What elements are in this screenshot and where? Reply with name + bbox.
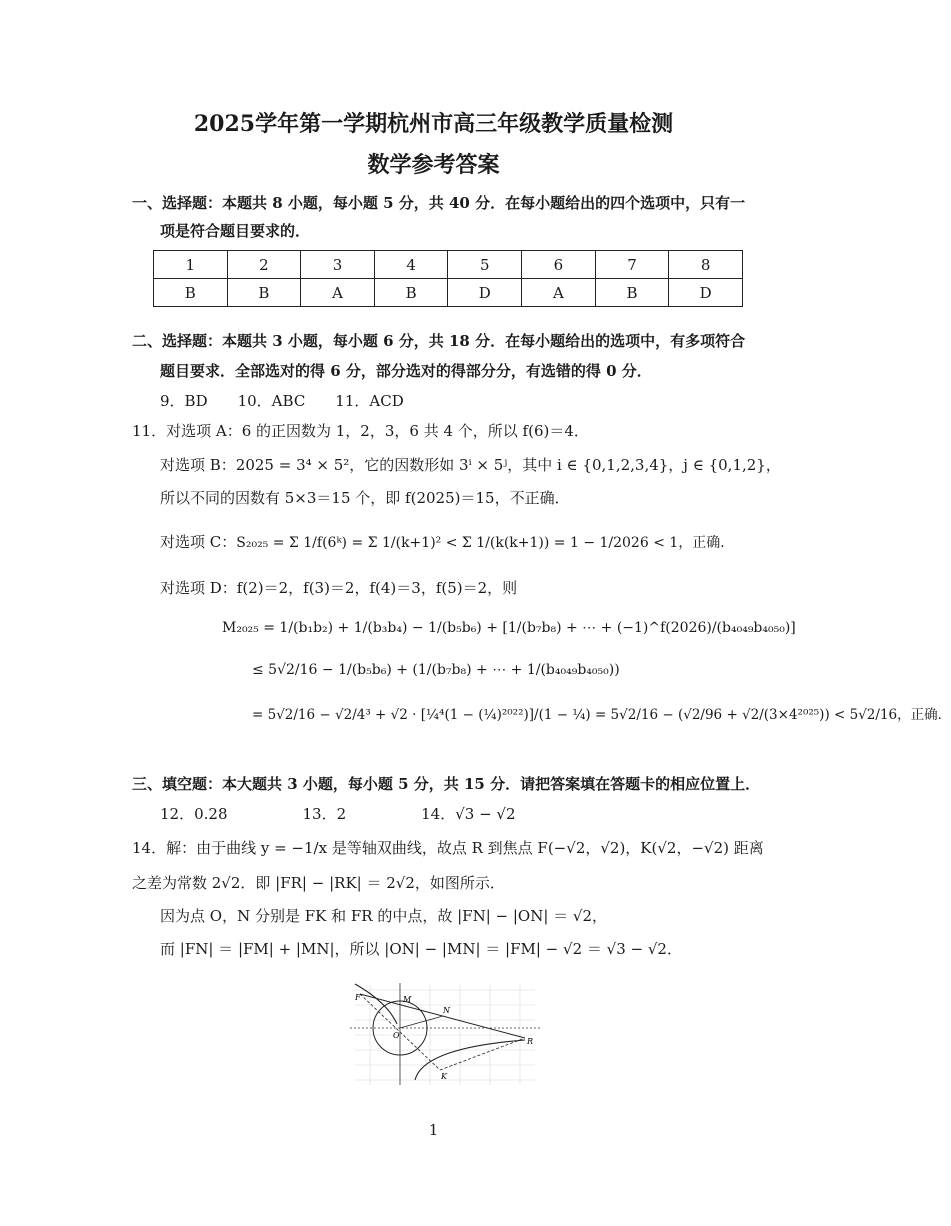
- label-F: F: [355, 993, 361, 1002]
- q11-option-c: [160, 532, 734, 553]
- table-cell: B: [227, 279, 301, 307]
- q11-option-c-label: 对选项 C：: [160, 533, 237, 551]
- table-cell: D: [669, 279, 743, 307]
- page-subtitle: 数学参考答案: [367, 152, 500, 178]
- q14-line4: 而 |FN| ＝ |FM| + |MN|，所以 |ON| − |MN| ＝ |FM| − √2 ＝ √3 − √2．: [160, 940, 682, 958]
- table-cell: 8: [669, 251, 743, 279]
- table-cell: 6: [522, 251, 596, 279]
- label-M: M: [403, 995, 412, 1004]
- q14-line3: 因为点 O，N 分别是 FK 和 FR 的中点，故 |FN| − |ON| ＝ √2，: [160, 907, 608, 925]
- q11-option-c-formula: S₂₀₂₅ = Σ 1/f(6ᵏ) = Σ 1/(k+1)² < Σ 1/(k(k+1)) = 1 − 1/2026 < 1，正确．: [236, 535, 735, 551]
- table-cell: B: [595, 279, 669, 307]
- label-N: N: [443, 1006, 450, 1015]
- q14-line1: 14．解：由于曲线 y = −1/x 是等轴双曲线，故点 R 到焦点 F(−√2，√2)，K(√2，−√2) 距离: [132, 839, 764, 857]
- q11-option-d-line1: M₂₀₂₅ = 1/(b₁b₂) + 1/(b₃b₄) − 1/(b₅b₆) + [1/(b₇b₈) + ⋯ + (−1)^f(2026)/(b₄₀₄₉b₄₀₅₀)]: [222, 620, 796, 636]
- table-cell: 4: [374, 251, 448, 279]
- section2-heading: 二、选择题：本题共 3 小题，每小题 6 分，共 18 分．在每小题给出的选项中，有多项符合: [132, 332, 746, 350]
- page-title: 2025学年第一学期杭州市高三年级教学质量检测: [193, 111, 674, 137]
- q11-option-d: 对选项 D：f(2)＝2，f(3)＝2，f(4)＝3，f(5)＝2，则: [160, 579, 518, 597]
- table-cell: D: [448, 279, 522, 307]
- section1-heading: 一、选择题：本题共 8 小题，每小题 5 分，共 40 分．在每小题给出的四个选项中，只有一: [132, 194, 746, 212]
- q11-option-b-cont: 所以不同的因数有 5×3＝15 个，即 f(2025)＝15，不正确．: [160, 489, 570, 507]
- label-O: O: [393, 1031, 400, 1040]
- table-cell: 2: [227, 251, 301, 279]
- table-cell: 5: [448, 251, 522, 279]
- answer-table-number-row: [154, 251, 743, 279]
- table-cell: 7: [595, 251, 669, 279]
- section1-heading-cont: 项是符合题目要求的．: [160, 222, 311, 240]
- q11-option-d-line3: = 5√2/16 − √2/4³ + √2 · [¼⁴(1 − (¼)²⁰²²)]/(1 − ¼) = 5√2/16 − (√2/96 + √2/(3×4²⁰²⁵)) < 5√2/16，正确．: [252, 707, 951, 723]
- answer-table: [153, 250, 743, 307]
- table-cell: A: [301, 279, 375, 307]
- section3-heading: 三、填空题：本大题共 3 小题，每小题 5 分，共 15 分．请把答案填在答题卡的相应位置上．: [132, 775, 761, 793]
- line-ON: [400, 1016, 443, 1028]
- q11-option-d-line2: ≤ 5√2/16 − 1/(b₅b₆) + (1/(b₇b₈) + ⋯ + 1/(b₄₀₄₉b₄₀₅₀)): [252, 662, 620, 678]
- table-cell: B: [374, 279, 448, 307]
- table-cell: 3: [301, 251, 375, 279]
- table-cell: B: [154, 279, 228, 307]
- section3-answers: 12．0.28 13．2 14．√3 − √2: [160, 805, 516, 823]
- q14-line2: 之差为常数 2√2．即 |FR| − |RK| ＝ 2√2，如图所示．: [132, 874, 505, 892]
- section2-answers: 9．BD 10．ABC 11．ACD: [160, 392, 404, 410]
- section2-heading-cont: 题目要求．全部选对的得 6 分，部分选对的得部分分，有选错的得 0 分．: [160, 362, 652, 380]
- hyperbola-figure: [345, 980, 545, 1088]
- table-cell: 1: [154, 251, 228, 279]
- page-number: 1: [428, 1121, 439, 1139]
- hyperbola-lower-branch: [415, 1040, 525, 1080]
- label-K: K: [441, 1072, 447, 1081]
- q11-option-a: 11．对选项 A：6 的正因数为 1，2，3，6 共 4 个，所以 f(6)＝4．: [132, 422, 589, 440]
- q11-option-b: 对选项 B：2025 = 3⁴ × 5²，它的因数形如 3ⁱ × 5ʲ，其中 i ∈ {0,1,2,3,4}，j ∈ {0,1,2}，: [160, 456, 781, 474]
- table-cell: A: [522, 279, 596, 307]
- answer-table-answer-row: [154, 279, 743, 307]
- label-R: R: [527, 1037, 534, 1046]
